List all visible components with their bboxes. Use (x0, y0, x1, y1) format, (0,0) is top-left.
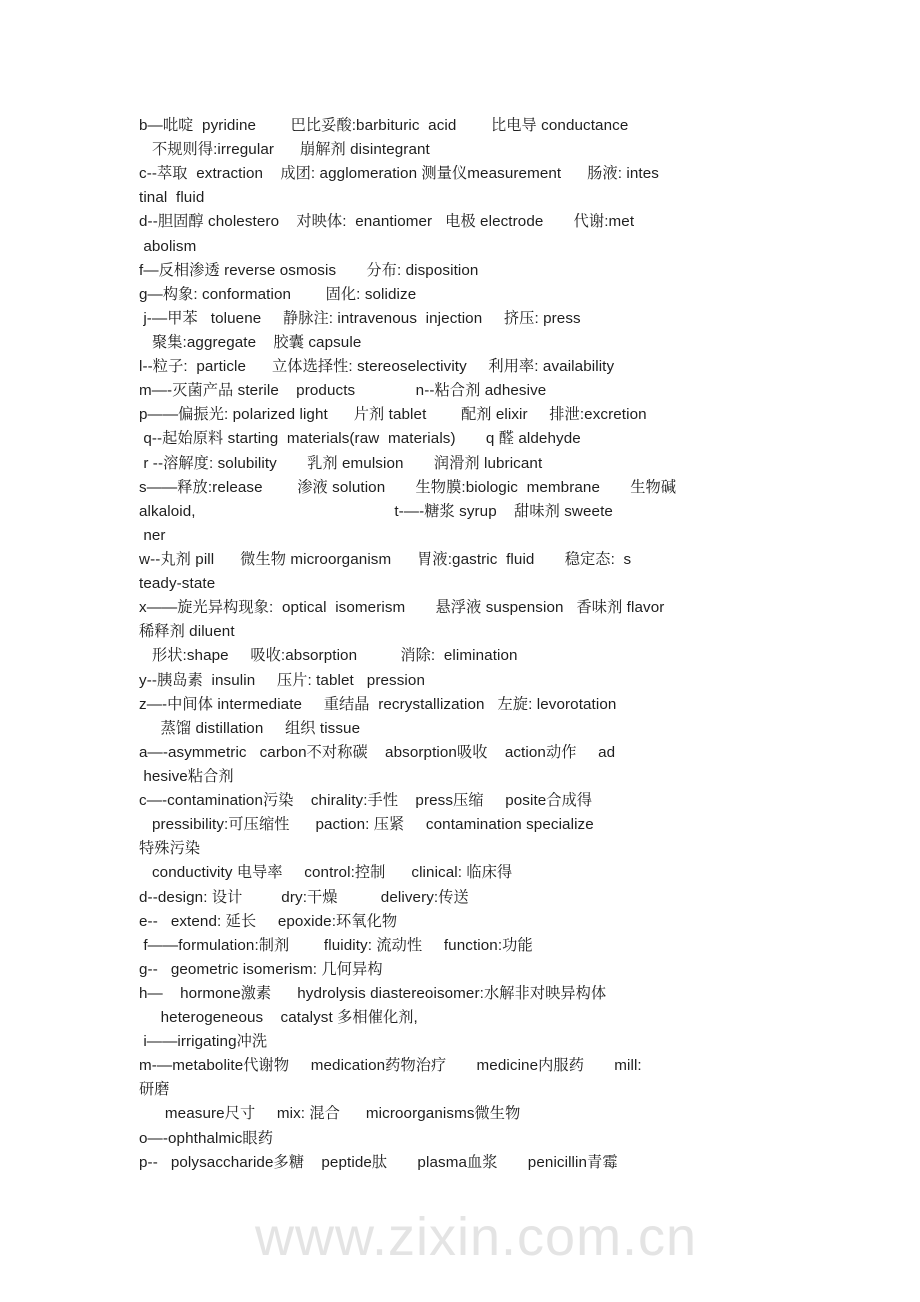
glossary-line: i——irrigating冲洗 (139, 1033, 268, 1051)
glossary-line: s——释放:release 渗液 solution 生物膜:biologic membrane 生物碱 (139, 478, 677, 496)
glossary-line: pressibility:可压缩性 paction: 压紧 contamination specialize (139, 816, 594, 834)
glossary-line: r --溶解度: solubility 乳剂 emulsion 润滑剂 lubricant (139, 454, 543, 472)
glossary-line: teady-state (139, 575, 216, 593)
glossary-line: h— hormone激素 hydrolysis diastereoisomer:水解非对映异构体 (139, 984, 607, 1002)
glossary-line: e-- extend: 延长 epoxide:环氧化物 (139, 912, 398, 930)
glossary-line: alkaloid, t-—-糖浆 syrup 甜味剂 sweete (139, 502, 613, 520)
glossary-line: f——formulation:制剂 fluidity: 流动性 function:功能 (139, 936, 533, 954)
glossary-line: tinal fluid (139, 189, 205, 207)
glossary-line: o—-ophthalmic眼药 (139, 1129, 274, 1147)
glossary-line: m—-灭菌产品 sterile products n--粘合剂 adhesive (139, 382, 547, 400)
glossary-line: w--丸剂 pill 微生物 microorganism 胃液:gastric fluid 稳定态: s (139, 550, 632, 568)
glossary-line: a—-asymmetric carbon不对称碳 absorption吸收 action动作 ad (139, 743, 616, 761)
glossary-document (139, 114, 809, 1175)
glossary-line: x——旋光异构现象: optical isomerism 悬浮液 suspension 香味剂 flavor (139, 599, 665, 617)
glossary-line: ner (139, 526, 166, 544)
glossary-line: 聚集:aggregate 胶囊 capsule (139, 333, 362, 351)
glossary-line: g—构象: conformation 固化: solidize (139, 285, 417, 303)
glossary-line: 形状:shape 吸收:absorption 消除: elimination (139, 647, 518, 665)
glossary-line: g-- geometric isomerism: 几何异构 (139, 960, 383, 978)
glossary-line: q--起始原料 starting materials(raw materials) q 醛 aldehyde (139, 430, 581, 448)
glossary-line: m-—metabolite代谢物 medication药物治疗 medicine内服药 mill: (139, 1057, 642, 1075)
glossary-line: abolism (139, 237, 197, 255)
glossary-line: conductivity 电导率 control:控制 clinical: 临床得 (139, 864, 513, 882)
glossary-line: c—-contamination污染 chirality:手性 press压缩 posite合成得 (139, 792, 593, 810)
glossary-line: b—吡啶 pyridine 巴比妥酸:barbituric acid 比电导 conductance (139, 117, 629, 134)
glossary-line: 稀释剂 diluent (139, 623, 235, 641)
glossary-line: 特殊污染 (139, 840, 201, 858)
glossary-line: 研磨 (139, 1081, 170, 1099)
glossary-line: p-- polysaccharide多糖 peptide肽 plasma血浆 penicillin青霉 (139, 1153, 618, 1171)
glossary-line: hesive粘合剂 (139, 767, 234, 785)
glossary-line: d--design: 设计 dry:干燥 delivery:传送 (139, 888, 469, 906)
glossary-line: j-—甲苯 toluene 静脉注: intravenous injection 挤压: press (139, 309, 581, 327)
glossary-line: y--胰岛素 insulin 压片: tablet pression (139, 671, 425, 689)
glossary-line: p——偏振光: polarized light 片剂 tablet 配剂 elixir 排泄:excretion (139, 406, 647, 424)
watermark: www.zixin.com.cn (255, 1207, 698, 1267)
glossary-line: 不规则得:irregular 崩解剂 disintegrant (139, 141, 430, 159)
glossary-line: 蒸馏 distillation 组织 tissue (139, 719, 361, 737)
glossary-line: d--胆固醇 cholestero 对映体: enantiomer 电极 electrode 代谢:met (139, 213, 635, 231)
glossary-line: heterogeneous catalyst 多相催化剂, (139, 1009, 418, 1027)
glossary-line: l--粒子: particle 立体选择性: stereoselectivity 利用率: availability (139, 358, 615, 376)
glossary-line: z—-中间体 intermediate 重结晶 recrystallization 左旋: levorotation (139, 695, 617, 713)
glossary-line: f—反相渗透 reverse osmosis 分布: disposition (139, 261, 479, 279)
glossary-line: measure尺寸 mix: 混合 microorganisms微生物 (139, 1105, 521, 1123)
glossary-line: c--萃取 extraction 成团: agglomeration 测量仪measurement 肠液: intes (139, 165, 659, 183)
